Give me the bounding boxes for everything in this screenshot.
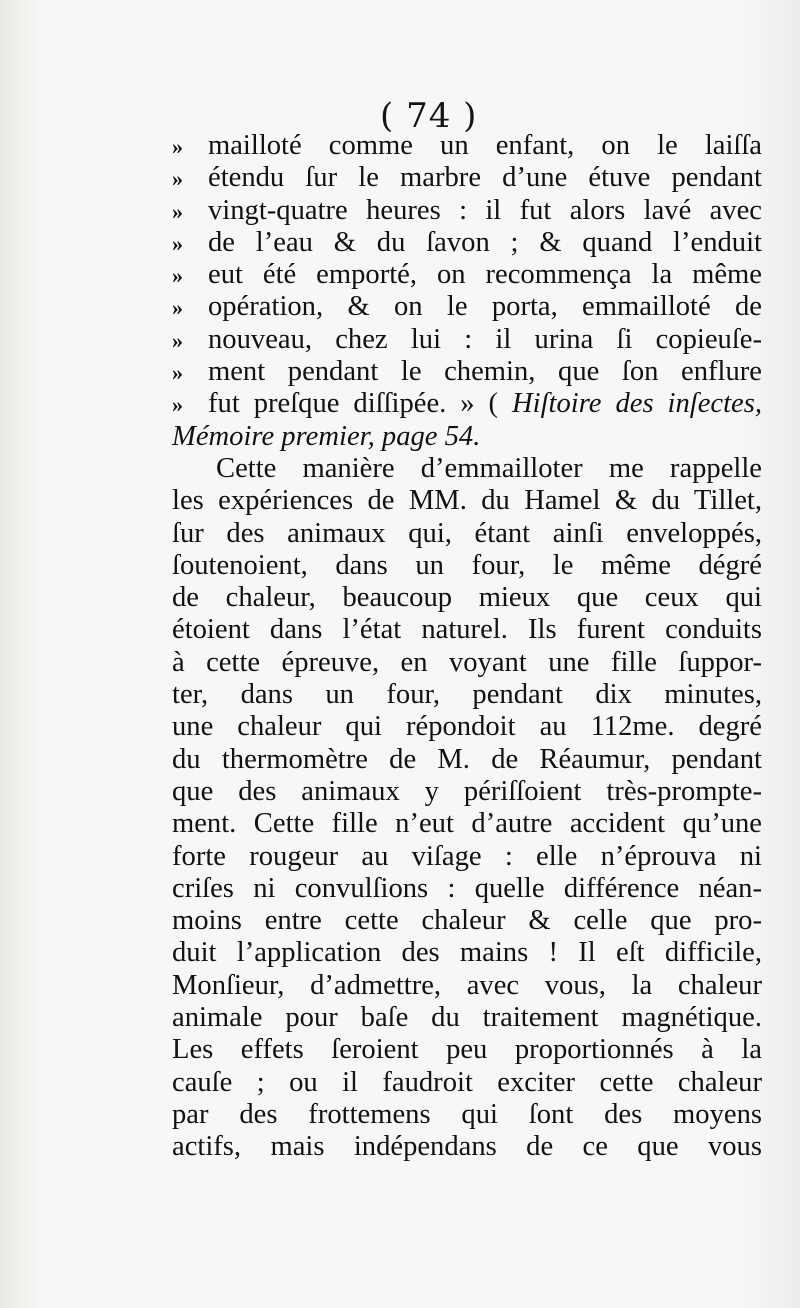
line-text: étendu ſur le marbre d’une étuve pendant	[208, 162, 762, 194]
quote-mark: »	[172, 327, 183, 353]
text-line	[172, 162, 762, 194]
text-line: cauſe ; ou il faudroit exciter cette chaleur	[172, 1066, 762, 1098]
text-line	[172, 130, 762, 162]
page-text	[172, 130, 762, 1164]
text-line	[172, 291, 762, 323]
text-line: forte rougeur au viſage : elle n’éprouva ni	[172, 840, 762, 872]
line-text: vingt-quatre heures : il fut alors lavé avec	[208, 194, 762, 226]
text-line: criſes ni convulſions : quelle différence néan-	[172, 872, 762, 904]
text-line: duit l’application des mains ! Il eſt difficile,	[172, 937, 762, 969]
text-line	[172, 259, 762, 291]
quote-mark: »	[172, 230, 183, 256]
text-line: Cette manière d’emmailloter me rappelle	[216, 452, 762, 484]
text-line: Monſieur, d’admettre, avec vous, la chaleur	[172, 969, 762, 1001]
text-line	[172, 195, 762, 227]
text-line	[172, 388, 762, 420]
page-number: ( 74 )	[380, 96, 478, 136]
book-title-italic: Hiſtoire des inſectes,	[512, 388, 763, 420]
quote-mark: »	[172, 360, 183, 386]
quote-mark: »	[172, 263, 183, 289]
text-line: animale pour baſe du traitement magnétique.	[172, 1002, 762, 1034]
text-line: que des animaux y périſſoient très-prompte-	[172, 775, 762, 807]
line-text: opération, & on le porta, emmailloté de	[208, 291, 762, 323]
text-line: étoient dans l’état naturel. Ils furent conduits	[172, 614, 762, 646]
line-text: ment pendant le chemin, que ſon enflure	[208, 356, 762, 388]
text-line	[172, 227, 762, 259]
text-line: une chaleur qui répondoit au 112me. degré	[172, 711, 762, 743]
text-line: par des frottemens qui ſont des moyens	[172, 1098, 762, 1130]
text-line	[172, 324, 762, 356]
text-line: Les effets ſeroient peu proportionnés à la	[172, 1034, 762, 1066]
text-line: moins entre cette chaleur & celle que pro-	[172, 905, 762, 937]
text-line: de chaleur, beaucoup mieux que ceux qui	[172, 582, 762, 614]
text-line: les expériences de MM. du Hamel & du Tillet,	[172, 485, 762, 517]
quote-mark: »	[172, 166, 183, 192]
quote-mark: »	[172, 134, 183, 159]
text-line: ter, dans un four, pendant dix minutes,	[172, 679, 762, 711]
text-line: à cette épreuve, en voyant une fille ſuppor-	[172, 646, 762, 678]
quote-mark: »	[172, 198, 183, 224]
text-line	[172, 356, 762, 388]
text-line: ſur des animaux qui, étant ainſi enveloppés,	[172, 517, 762, 549]
line-text: de l’eau & du ſavon ; & quand l’enduit	[208, 226, 762, 258]
citation-line: Mémoire premier, page 54.	[172, 420, 481, 452]
text-line: ment. Cette fille n’eut d’autre accident qu’une	[172, 808, 762, 840]
line-text: nouveau, chez lui : il urina ſi copieuſe-	[208, 323, 762, 355]
line-text: mailloté comme un enfant, on le laiſſa	[208, 130, 762, 161]
text-line: actifs, mais indépendans de ce que vous	[172, 1131, 762, 1163]
line-text-roman: fut preſque diſſipée. » (	[208, 388, 499, 420]
line-text	[208, 388, 762, 420]
text-line: du thermomètre de M. de Réaumur, pendant	[172, 743, 762, 775]
text-line: ſoutenoient, dans un four, le même dégré	[172, 549, 762, 581]
quote-mark: »	[172, 295, 183, 321]
quote-mark: »	[172, 392, 183, 418]
line-text: eut été emporté, on recommença la même	[208, 259, 762, 291]
